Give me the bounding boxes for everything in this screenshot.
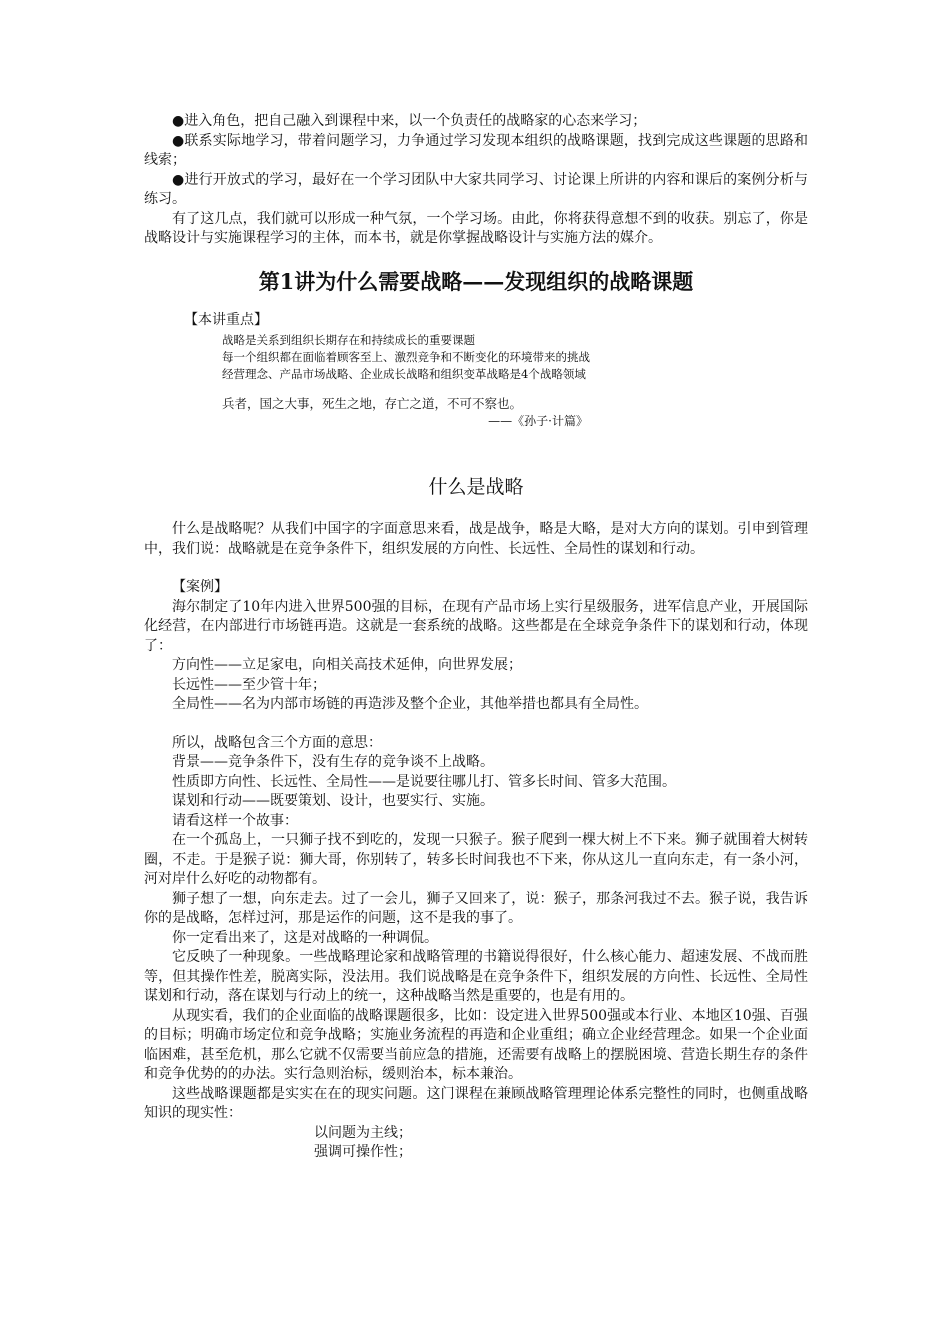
feature-line: 以问题为主线； [314,1124,412,1141]
case-item: 全局性——名为内部市场链的再造涉及整个企业，其他举措也都具有全局性。 [172,696,648,712]
intro-bullet-1: ●进入角色，把自己融入到课程中来，以一个负责任的战略家的心态来学习； [172,113,647,129]
meaning-item: 性质即方向性、长远性、全局性——是说要往哪儿打、管多长时间、管多大范围。 [172,773,676,790]
story-paragraph: 在一个孤岛上，一只狮子找不到吃的，发现一只猴子。猴子爬到一棵大树上不下来。狮子就围着大树转圈，不走。于是猴子说：狮大哥，你别转了，转多长时间我也不下来，你从这儿一直向东走，有一条小河，河对岸什么好吃的动物都有。 [144,832,808,887]
meaning-item: 谋划和行动——既要策划、设计，也要实行、实施。 [172,793,494,809]
case-paragraph: 海尔制定了10年内进入世界500强的目标，在现有产品市场上实行星级服务，进军信息产业，开展国际化经营，在内部进行市场链再造。这就是一套系统的战略。这些都是在全球竞争条件下的谋划和行动，体现了： [144,598,808,654]
key-point: 战略是关系到组织长期存在和持续成长的重要课题 [222,333,475,347]
feature-line: 强调可操作性； [314,1144,412,1160]
case-label: 【案例】 [172,579,228,595]
intro-paragraph: 有了这几点，我们就可以形成一种气氛，一个学习场。由此，你将获得意想不到的收获。别忘了，你是战略设计与实施课程学习的主体，而本书，就是你掌握战略设计与实施方法的媒介。 [144,210,808,246]
intro-bullet-3: ●进行开放式的学习，最好在一个学习团队中大家共同学习、讨论课上所讲的内容和课后的案例分析与练习。 [144,171,808,207]
body-paragraph: 从现实看，我们的企业面临的战略课题很多，比如：设定进入世界500强或本行业、本地区10强、百强的目标；明确市场定位和竞争战略；实施业务流程的再造和企业重组；确立企业经营理念。如果一个企业面临困难，甚至危机，那么它就不仅需要当前应急的措施，还需要有战略上的摆脱困境、营造长期生存的条件和竞争优势的的办法。实行急则治标，缓则治本，标本兼治。 [144,1007,808,1082]
body-paragraph: 它反映了一种现象。一些战略理论家和战略管理的书籍说得很好，什么核心能力、超速发展、不战而胜等，但其操作性差，脱离实际，没法用。我们说战略是在竞争条件下，组织发展的方向性、长远性、全局性谋划和行动，落在谋划与行动上的统一，这种战略当然是重要的，也是有用的。 [144,949,808,1004]
key-points-label: 【本讲重点】 [184,311,268,328]
story-paragraph: 狮子想了一想，向东走去。过了一会儿，狮子又回来了，说：猴子，那条河我过不去。猴子说，我告诉你的是战略，怎样过河，那是运作的问题，这不是我的事了。 [144,890,808,926]
key-point: 经营理念、产品市场战略、企业成长战略和组织变革战略是4个战略领域 [222,367,586,381]
meaning-intro: 所以，战略包含三个方面的意思： [172,734,382,751]
story-paragraph: 你一定看出来了，这是对战略的一种调侃。 [172,929,438,946]
case-item: 方向性——立足家电，向相关高技术延伸，向世界发展； [172,657,522,673]
epigraph-quote: 兵者，国之大事，死生之地，存亡之道，不可不察也。 [222,396,523,411]
meaning-item: 背景——竞争条件下，没有生存的竞争谈不上战略。 [172,754,494,770]
definition-paragraph: 什么是战略呢？从我们中国字的字面意思来看，战是战争，略是大略，是对大方向的谋划。引申到管理中，我们说：战略就是在竞争条件下，组织发展的方向性、长远性、全局性的谋划和行动。 [144,521,808,557]
document-page [144,112,808,1163]
key-point: 每一个组织都在面临着顾客至上、激烈竞争和不断变化的环境带来的挑战 [222,350,590,364]
case-item: 长远性——至少管十年； [172,676,326,693]
meaning-item: 请看这样一个故事： [172,812,298,829]
section-title: 什么是战略 [428,476,524,498]
epigraph-source: ——《孙子·计篇》 [488,414,588,428]
lecture-title: 第1讲为什么需要战略——发现组织的战略课题 [258,268,694,294]
body-paragraph: 这些战略课题都是实实在在的现实问题。这门课程在兼顾战略管理理论体系完整性的同时，也侧重战略知识的现实性： [144,1085,808,1121]
intro-bullet-2: ●联系实际地学习，带着问题学习，力争通过学习发现本组织的战略课题，找到完成这些课题的思路和线索； [144,132,808,168]
